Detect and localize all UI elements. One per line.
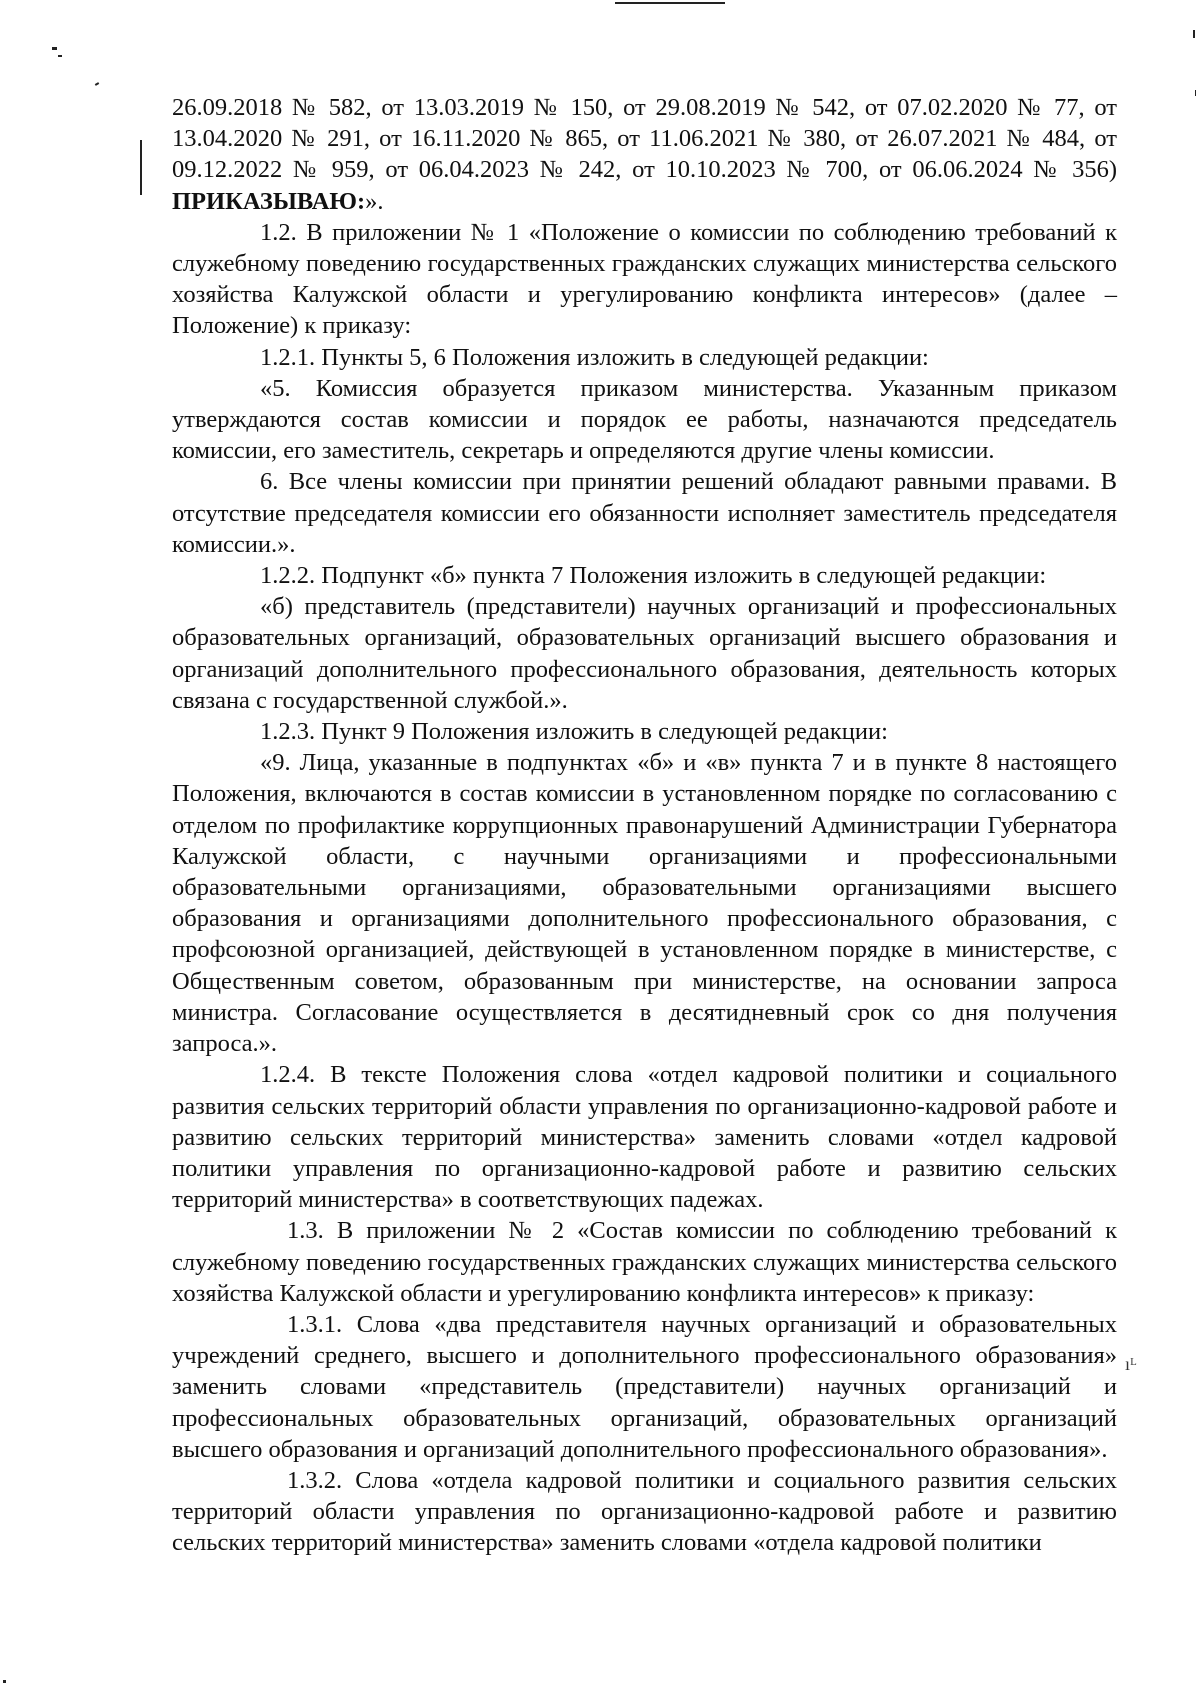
paragraph-item-5: «5. Комиссия образуется приказом министерства. Указанным приказом утверждаются состав комиссии и порядок ее работы, назначаются председатель комиссии, его заместитель, секретарь и определяются другие члены комиссии.: [172, 374, 1117, 465]
paragraph-1-2: 1.2. В приложении № 1 «Положение о комиссии по соблюдению требований к служебному поведению государственных гражданских служащих министерства сельского хозяйства Калужской области и урегулированию конфликта интересов» (далее – Положение) к приказу:: [172, 218, 1117, 340]
paragraph-item-6: 6. Все члены комиссии при принятии решений обладают равными правами. В отсутствие председателя комиссии его обязанности исполняет заместитель председателя комиссии.».: [172, 468, 1117, 558]
scan-artifact-dot: [1193, 30, 1195, 38]
paragraph-1-2-3: 1.2.3. Пункт 9 Положения изложить в следующей редакции:: [260, 718, 888, 746]
scan-artifact-dot: [58, 55, 62, 57]
paragraph-1-2-2: 1.2.2. Подпункт «б» пункта 7 Положения изложить в следующей редакции:: [260, 562, 1047, 590]
paragraph-suffix: ».: [365, 187, 384, 215]
scan-artifact-top-line: [615, 2, 725, 4]
order-keyword: ПРИКАЗЫВАЮ:: [172, 187, 366, 215]
scan-artifact-dot: [52, 47, 57, 50]
scan-artifact-left-bar: [140, 140, 142, 195]
paragraph-text: 26.09.2018 № 582, от 13.03.2019 № 150, от 29.08.2019 № 542, от 07.02.2020 № 77, от 13.04.2020 № 291, от 16.11.2020 № 865, от 11.06.2021 № 380, от 26.07.2021 № 484, от 09.12.2022 № 959, от 06.04.2023 № 242, от 10.10.2023 № 700, от 06.06.2024 № 356): [172, 94, 1117, 184]
paragraph-1-2-1: 1.2.1. Пункты 5, 6 Положения изложить в следующей редакции:: [260, 343, 929, 371]
scan-artifact-dot: [1195, 90, 1196, 96]
paragraph-1-3-1: 1.3.1. Слова «два представителя научных организаций и образовательных учреждений среднего, высшего и дополнительного профессионального образования» заменить словами «представитель (представители) научных организаций и профессиональных образовательных организаций, образовательных организаций высшего образования и организаций дополнительного профессионального образования».: [172, 1310, 1117, 1463]
paragraph-1-3-2: 1.3.2. Слова «отдела кадровой политики и социального развития сельских территорий области управления по организационно-кадровой работе и развитию сельских территорий министерства» заменить словами «отдела кадровой политики: [172, 1466, 1117, 1557]
scan-artifact-dot: [3, 1680, 6, 1683]
scan-artifact-dot: [95, 82, 99, 86]
paragraph-continuation: [172, 92, 1117, 217]
paragraph-1-3: 1.3. В приложении № 2 «Состав комиссии по соблюдению требований к служебному поведению государственных гражданских служащих министерства сельского хозяйства Калужской области и урегулированию конфликта интересов» к приказу:: [172, 1217, 1117, 1307]
paragraph-subitem-b: «б) представитель (представители) научных организаций и профессиональных образовательных организаций, образовательных организаций высшего образования и организаций дополнительного профессионального образования, деятельность которых связана с государственной службой.».: [172, 593, 1117, 714]
paragraph-1-2-4: 1.2.4. В тексте Положения слова «отдел кадровой политики и социального развития сельских территорий области управления по организационно-кадровой работе и развитию сельских территорий министерства» заменить словами «отдел кадровой политики управления по организационно-кадровой работе и развитию сельских территорий министерства» в соответствующих падежах.: [172, 1061, 1117, 1214]
handwritten-margin-mark: ıᴸ: [1125, 1354, 1137, 1374]
paragraph-item-9: «9. Лица, указанные в подпунктах «б» и «в» пункта 7 и в пункте 8 настоящего Положения, включаются в состав комиссии в установленном порядке по согласованию с отделом по профилактике коррупционных правонарушений Администрации Губернатора Калужской области, с научными организациями и профессиональными образовательными организациями, образовательными организациями высшего образования и организациями дополнительного профессионального образования, с профсоюзной организацией, действующей в установленном порядке в министерстве, с Общественным советом, образованным при министерстве, на основании запроса министра. Согласование осуществляется в десятидневный срок со дня получения запроса.».: [172, 749, 1117, 1058]
document-body: [172, 92, 1117, 1559]
